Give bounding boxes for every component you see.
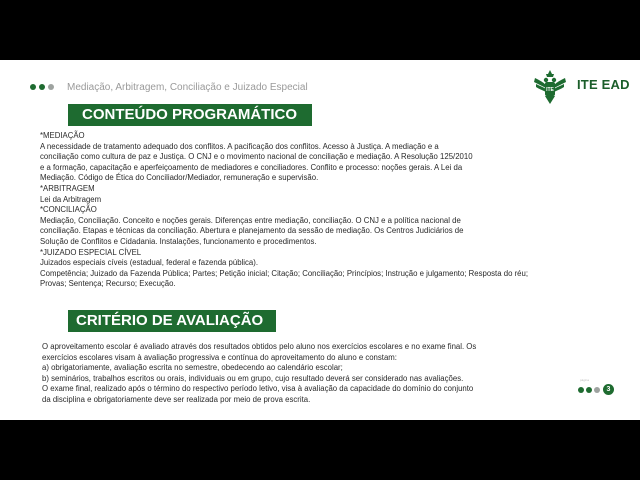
- text-line: *CONCILIAÇÃO: [40, 205, 97, 215]
- text-line: Solução de Conflitos e Cidadania. Instalações, funcionamento e procedimentos.: [40, 236, 317, 246]
- header-title: Mediação, Arbitragem, Conciliação e Juizado Especial: [67, 82, 308, 93]
- text-line: exercícios escolares visam à avaliação progressiva e contínua do aproveitamento do aluno e constam:: [42, 352, 397, 362]
- text-line: O exame final, realizado após o término do respectivo período letivo, visa à avaliação da capacidade do domínio do conjunto: [42, 384, 474, 394]
- header-dots: [30, 84, 54, 90]
- text-line: Provas; Sentença; Recurso; Execução.: [40, 279, 176, 289]
- text-line: b) seminários, trabalhos escritos ou orais, individuais ou em grupo, cujo resultado deverá ser considerado nas avaliações.: [42, 373, 464, 383]
- text-line: Competência; Juizado da Fazenda Pública; Partes; Petição inicial; Citação; Conciliação; Princípios; Instrução e julgamento; Resposta do réu;: [40, 268, 529, 278]
- pager-dot: [578, 387, 584, 393]
- text-line: conciliação como cultura de paz e Justiça. O CNJ e o movimento nacional de conciliação e mediação. A Resolução 125/2010: [40, 152, 473, 162]
- text-line: Mediação. Código de Ética do Conciliador/Mediador, remuneração e supervisão.: [40, 173, 319, 183]
- text-line: e a formação, capacitação e aperfeiçoamento de mediadores e conciliadores. Conflito e processo: noções gerais. A Lei da: [40, 162, 463, 172]
- svg-text:ITE: ITE: [546, 87, 554, 93]
- conteudo-text: [40, 131, 580, 290]
- slide: [0, 60, 640, 420]
- criterio-text: [42, 342, 582, 406]
- text-line: *JUIZADO ESPECIAL CÍVEL: [40, 247, 142, 257]
- header-dot: [39, 84, 45, 90]
- text-line: da disciplina e obrigatoriamente deve ser realizada por meio de prova escrita.: [42, 394, 311, 404]
- section-title-criterio: CRITÉRIO DE AVALIAÇÃO: [68, 310, 276, 332]
- section-title-conteudo: CONTEÚDO PROGRAMÁTICO: [68, 104, 312, 126]
- text-line: Lei da Arbitragem: [40, 194, 102, 204]
- text-line: *ARBITRAGEM: [40, 183, 95, 193]
- pager-dot: [586, 387, 592, 393]
- text-line: Mediação, Conciliação. Conceito e noções gerais. Diferenças entre mediação, conciliação. O CNJ e a política nacional de: [40, 215, 461, 225]
- page-number: 3: [603, 384, 614, 395]
- header-dot: [30, 84, 36, 90]
- page-label: página: [580, 378, 590, 382]
- text-line: O aproveitamento escolar é avaliado através dos resultados obtidos pelo aluno nos exercícios escolares e no exame final. Os: [42, 342, 477, 351]
- pager-dot: [594, 387, 600, 393]
- text-line: A necessidade de tratamento adequado dos conflitos. A pacificação dos conflitos. Acesso à Justiça. A mediação e a: [40, 141, 439, 151]
- text-line: conciliação. Etapas e técnicas da conciliação. Abertura e planejamento da sessão de mediação. Os Centros Judiciários de: [40, 226, 464, 236]
- text-line: a) obrigatoriamente, avaliação escrita no semestre, obedecendo ao calendário escolar;: [42, 363, 343, 373]
- eagle-crest-icon: [533, 68, 567, 106]
- header-dot: [48, 84, 54, 90]
- text-line: Juizados especiais cíveis (estadual, federal e fazenda pública).: [40, 258, 259, 268]
- logo-text: ITE EAD: [577, 77, 630, 92]
- text-line: *MEDIAÇÃO: [40, 131, 85, 140]
